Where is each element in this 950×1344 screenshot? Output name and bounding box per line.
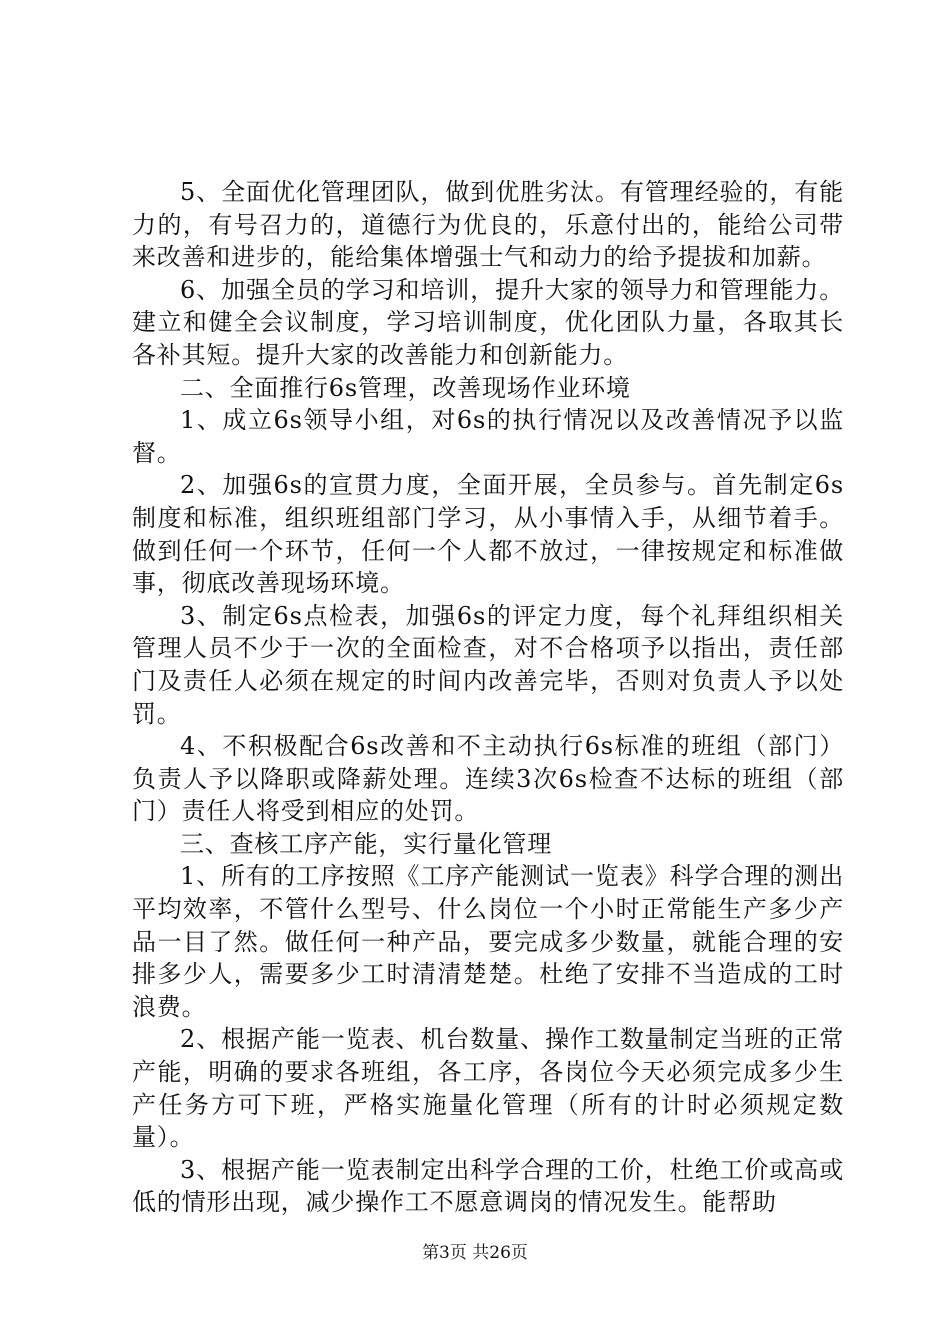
paragraph-6s-2: 2、加强6s的宣贯力度，全面开展，全员参与。首先制定6s制度和标准，组织班组部门学习，从小事情入手，从细节着手。做到任何一个环节，任何一个人都不放过，一律按规定和标准做事，彻底改善现场环境。 (132, 471, 844, 598)
paragraph-capacity-2: 2、根据产能一览表、机台数量、操作工数量制定当班的正常产能，明确的要求各班组，各工序，各岗位今天必须完成多少生产任务方可下班，严格实施量化管理（所有的计时必须规定数量）。 (132, 1025, 844, 1152)
document-body (132, 176, 844, 1219)
paragraph-capacity-3: 3、根据产能一览表制定出科学合理的工价，杜绝工价或高或低的情形出现，减少操作工不愿意调岗的情况发生。能帮助 (132, 1155, 844, 1217)
section-heading-capacity: 三、查核工序产能，实行量化管理 (180, 829, 552, 858)
paragraph-capacity-1: 1、所有的工序按照《工序产能测试一览表》科学合理的测出平均效率，不管什么型号、什么岗位一个小时正常能生产多少产品一目了然。做任何一种产品，要完成多少数量，就能合理的安排多少人，需要多少工时清清楚楚。杜绝了安排不当造成的工时浪费。 (132, 862, 844, 1021)
paragraph-6s-1: 1、成立6s领导小组，对6s的执行情况以及改善情况予以监督。 (132, 406, 844, 467)
paragraph-6-training: 6、加强全员的学习和培训，提升大家的领导力和管理能力。建立和健全会议制度，学习培训制度，优化团队力量，各取其长各补其短。提升大家的改善能力和创新能力。 (132, 275, 844, 369)
section-heading-6s: 二、全面推行6s管理，改善现场作业环境 (180, 373, 631, 402)
page-footer (0, 1242, 950, 1264)
paragraph-6s-3: 3、制定6s点检表，加强6s的评定力度，每个礼拜组织相关管理人员不少于一次的全面检查，对不合格项予以指出，责任部门及责任人必须在规定的时间内改善完毕，否则对负责人予以处罚。 (132, 601, 844, 728)
paragraph-5-optimize-team: 5、全面优化管理团队，做到优胜劣汰。有管理经验的，有能力的，有号召力的，道德行为优良的，乐意付出的，能给公司带来改善和进步的，能给集体增强士气和动力的给予提拔和加薪。 (132, 178, 844, 272)
paragraph-6s-4: 4、不积极配合6s改善和不主动执行6s标准的班组（部门）负责人予以降职或降薪处理。连续3次6s检查不达标的班组（部门）责任人将受到相应的处罚。 (132, 732, 844, 826)
page-number: 第3页 共26页 (422, 1243, 528, 1263)
